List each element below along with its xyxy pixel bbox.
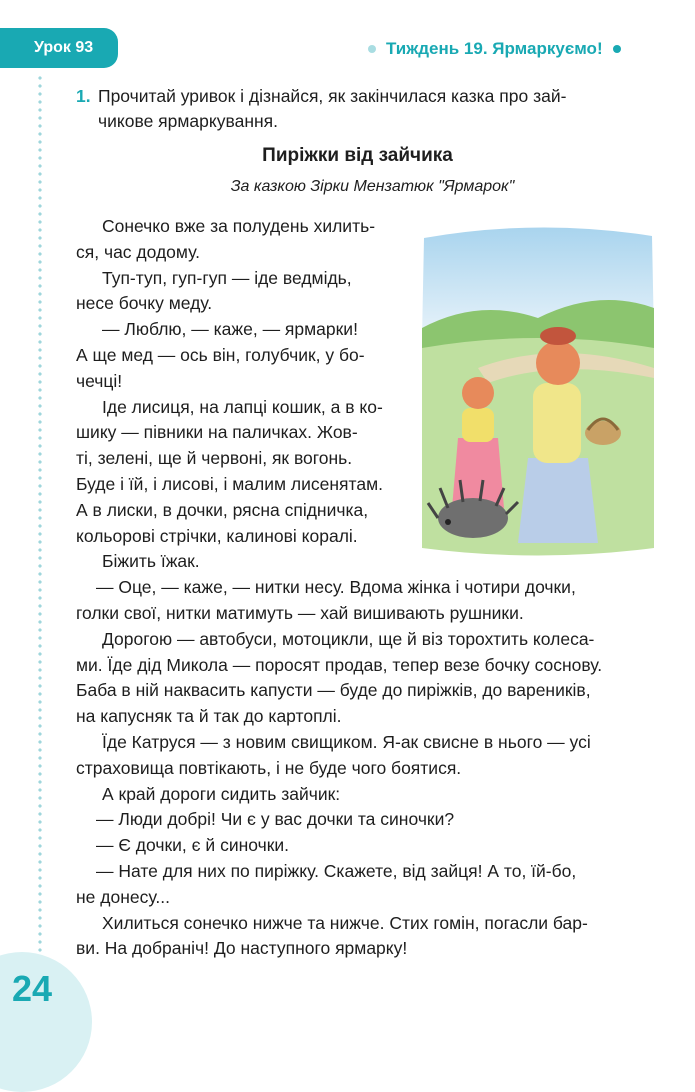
task-1 (76, 84, 656, 134)
story-line: голки свої, нитки матимуть — хай вишивають рушники. (76, 602, 524, 623)
week-header (368, 36, 621, 62)
story-line: Баба в ній наквасить капусти — буде до пиріжків, до вареників, (76, 680, 591, 701)
page-number: 24 (12, 968, 53, 1009)
bullet-dot-icon (613, 45, 621, 53)
story-line: Їде Катруся — з новим свищиком. Я-ак свисне в нього — усі (102, 731, 591, 752)
story-line: Буде і їй, і лисові, і малим лисенятам. (76, 473, 383, 494)
story-line: не донесу... (76, 886, 170, 907)
story-line: Біжить їжак. (102, 551, 200, 572)
story-line: Туп-туп, гуп-гуп — іде ведмідь, (102, 267, 352, 288)
task-number: 1. (76, 86, 91, 106)
story-line: — Є дочки, є й синочки. (96, 835, 290, 856)
story-line: страховища повтікають, і не буде чого боятися. (76, 757, 462, 778)
task-line: Прочитай уривок і дізнайся, як закінчилася казка про зай- (98, 86, 567, 106)
story-line: несе бочку меду. (76, 293, 213, 314)
story-line: — Оце, — каже, — нитки несу. Вдома жінка і чотири дочки, (96, 577, 576, 598)
story-line: кольорові стрічки, калинові коралі. (76, 525, 358, 546)
story-line: чечці! (76, 370, 123, 391)
story-line: — Люди добрі! Чи є у вас дочки та синочки? (96, 809, 455, 830)
story-source: За казкою Зірки Мензатюк "Ярмарок" (230, 178, 515, 195)
story-line: ви. На добраніч! До наступного ярмарку! (76, 938, 408, 959)
lesson-label: Урок 93 (34, 39, 94, 56)
bullet-dot-icon (368, 45, 376, 53)
story-title: Пиріжки від зайчика (262, 145, 453, 166)
story-line: А ще мед — ось він, голубчик, у бо- (76, 344, 365, 365)
week-title: Тиждень 19. Ярмаркуємо! (386, 39, 603, 58)
story-line: — Люблю, — каже, — ярмарки! (102, 319, 358, 340)
dotted-margin-line (38, 74, 42, 954)
story-line: А край дороги сидить зайчик: (102, 783, 341, 804)
story-line: А в лиски, в дочки, рясна спідничка, (76, 499, 369, 520)
story-line: шику — півники на паличках. Жов- (76, 422, 358, 443)
story-line: — Нате для них по пиріжку. Скажете, від зайця! А то, їй-бо, (96, 860, 577, 881)
story-line: ся, час додому. (76, 241, 201, 262)
story-text (76, 214, 602, 962)
story-line: ми. Їде дід Микола — поросят продав, тепер везе бочку соснову. (76, 654, 603, 675)
story-line: Дорогою — автобуси, мотоцикли, ще й віз торохтить колеса- (102, 628, 595, 649)
story-line: Сонечко вже за полудень хилить- (102, 216, 376, 236)
story-line: Хилиться сонечко нижче та нижче. Стих гомін, погасли бар- (102, 912, 588, 933)
story-line: на капусняк та й так до картоплі. (76, 706, 342, 727)
task-line: чикове ярмаркування. (98, 111, 278, 131)
lesson-tab (0, 28, 118, 68)
story-line: Іде лисиця, на лапці кошик, а в ко- (102, 396, 383, 417)
story-line: ті, зелені, ще й червоні, як вогонь. (76, 448, 353, 469)
